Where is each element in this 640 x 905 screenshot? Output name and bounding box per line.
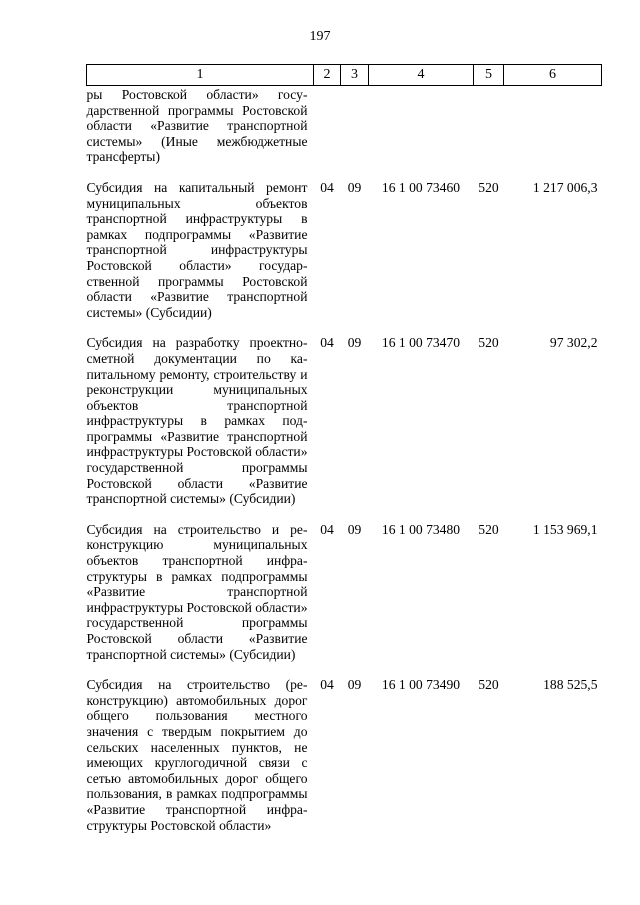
row-description: Субсидия на строительство и реконструкцию муниципальных объектов транспортной инфраструктуры в рамках подпрограммы «Развитие транспортной инфраструктуры Ростовской области» государственной программы Ростовской области «Развитие транспортной системы» (Субсидии) bbox=[86, 521, 308, 662]
row-expense-type: 520 bbox=[478, 335, 499, 351]
column-header-4: 4 bbox=[369, 65, 474, 86]
row-section-code: 04 bbox=[320, 179, 334, 195]
row-amount: 1 153 969,1 bbox=[532, 521, 598, 537]
table-row bbox=[87, 165, 602, 320]
row-subsection-code: 09 bbox=[347, 677, 362, 693]
table-row bbox=[87, 86, 602, 165]
column-header-6: 6 bbox=[504, 65, 602, 86]
row-description: Субсидия на капитальный ремонт муниципальных объектов транспортной инфраструктуры в рамках подпрограммы «Развитие транспортной инфраструктуры Ростовской области» государственной программы Ростовской области «Развитие транспортной системы» (Субсидии) bbox=[86, 179, 308, 320]
row-subsection-code: 09 bbox=[347, 179, 362, 195]
row-section-code: 04 bbox=[320, 677, 334, 693]
row-target-article: 16 1 00 73460 bbox=[381, 179, 461, 195]
table-row bbox=[87, 507, 602, 662]
column-header-5: 5 bbox=[474, 65, 504, 86]
row-target-article bbox=[369, 86, 474, 165]
row-expense-type bbox=[474, 86, 504, 165]
table-header-row bbox=[87, 65, 602, 86]
row-section-code bbox=[314, 86, 341, 165]
column-header-2: 2 bbox=[314, 65, 341, 86]
row-subsection-code: 09 bbox=[347, 335, 362, 351]
row-expense-type: 520 bbox=[478, 677, 499, 693]
row-section-code: 04 bbox=[320, 521, 334, 537]
column-header-1: 1 bbox=[87, 65, 314, 86]
row-target-article: 16 1 00 73490 bbox=[381, 677, 461, 693]
row-expense-type: 520 bbox=[478, 179, 499, 195]
page-number: 197 bbox=[309, 29, 331, 44]
table-row bbox=[87, 662, 602, 833]
budget-table bbox=[86, 64, 602, 833]
row-amount: 97 302,2 bbox=[549, 335, 598, 351]
row-subsection-code bbox=[341, 86, 369, 165]
row-target-article: 16 1 00 73470 bbox=[381, 335, 461, 351]
column-header-3: 3 bbox=[341, 65, 369, 86]
row-amount bbox=[504, 86, 602, 165]
row-target-article: 16 1 00 73480 bbox=[381, 521, 461, 537]
row-section-code: 04 bbox=[320, 335, 334, 351]
row-subsection-code: 09 bbox=[347, 521, 362, 537]
row-amount: 1 217 006,3 bbox=[532, 179, 598, 195]
table-row bbox=[87, 320, 602, 507]
row-description: ры Ростовской области» государственной программы Ростовской области «Развитие транспортной системы» (Иные межбюджетные трансферты) bbox=[86, 87, 308, 165]
row-description: Субсидия на строительство (реконструкцию) автомобильных дорог общего пользования местного значения с твердым покрытием до сельских населенных пунктов, не имеющих круглогодичной связи с сетью автомобильных дорог общего пользования, в рамках подпрограммы «Развитие транспортной инфраструктуры Ростовской области» bbox=[86, 677, 308, 833]
row-amount: 188 525,5 bbox=[543, 677, 598, 693]
row-description: Субсидия на разработку проектно-сметной документации по капитальному ремонту, строительству и реконструкции муниципальных объектов транспортной инфраструктуры в рамках подпрограммы «Развитие транспортной инфраструктуры Ростовской области» государственной программы Ростовской области «Развитие транспортной системы» (Субсидии) bbox=[86, 335, 308, 507]
row-expense-type: 520 bbox=[478, 521, 499, 537]
